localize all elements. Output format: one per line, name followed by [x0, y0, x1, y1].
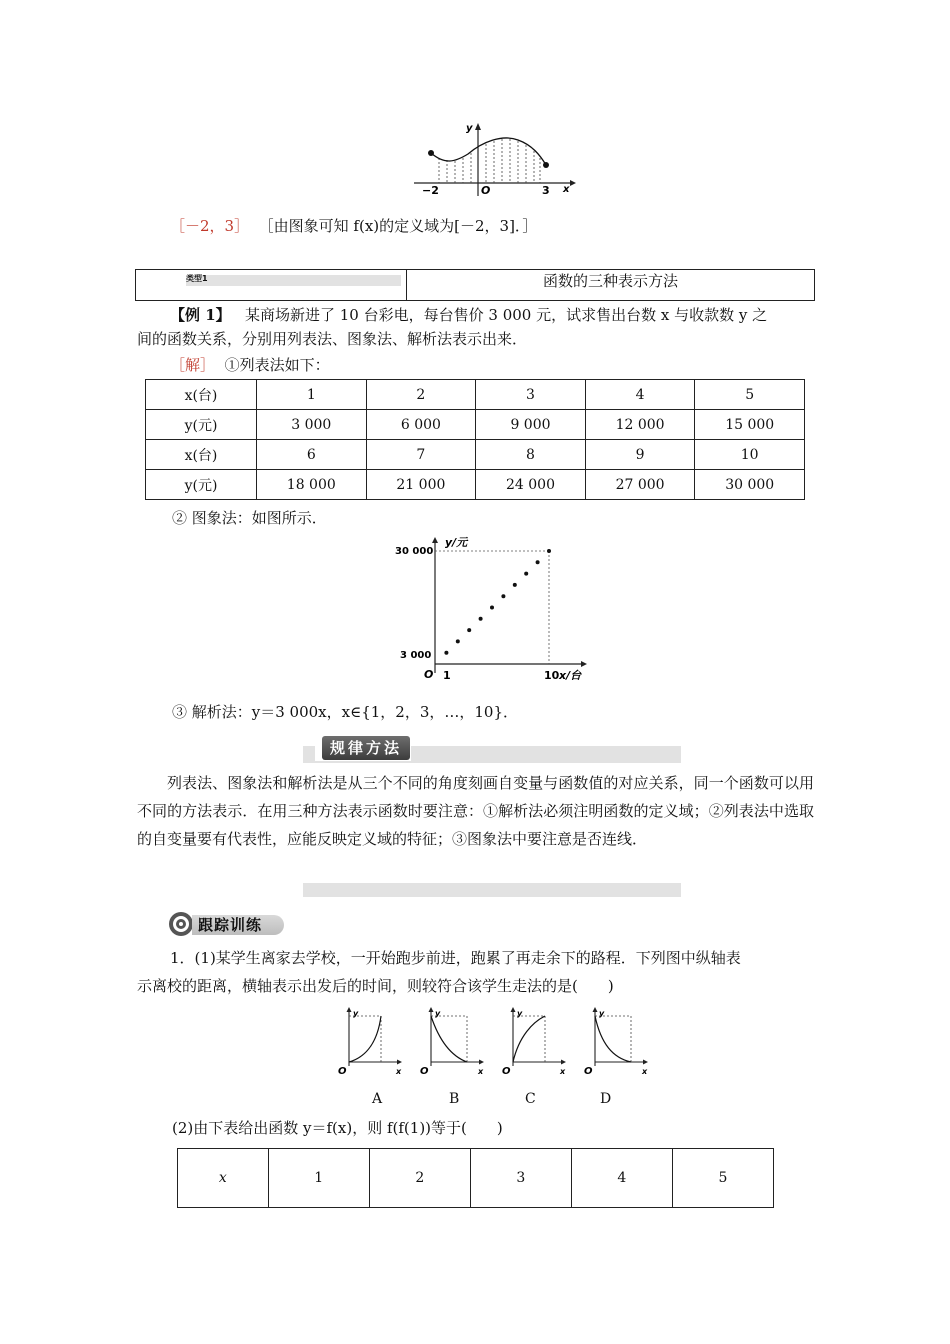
- fig1-y-label: y: [466, 123, 473, 134]
- table-cell: 9: [585, 440, 695, 470]
- table-cell: 8: [476, 440, 586, 470]
- option-x-label: x: [396, 1067, 402, 1076]
- data-point: [524, 572, 528, 576]
- table-cell: x(台): [146, 380, 257, 410]
- table-cell: 24 000: [476, 470, 586, 500]
- method-title: 规律方法: [322, 736, 410, 760]
- table-cell: 9 000: [476, 410, 586, 440]
- table-cell: y(元): [146, 410, 257, 440]
- table-cell: 2: [369, 1149, 470, 1208]
- xtick-right: 10: [544, 669, 560, 682]
- fig1-x-label: x: [563, 184, 570, 195]
- y-axis-label: y/元: [445, 536, 468, 549]
- data-table: [145, 379, 805, 500]
- option-x-label: x: [642, 1067, 648, 1076]
- x-axis-label: x/台: [559, 669, 582, 682]
- data-point: [490, 606, 494, 610]
- table-cell: 5: [672, 1149, 773, 1208]
- table-cell: y(元): [146, 470, 257, 500]
- data-point: [536, 560, 540, 564]
- option-origin: O: [420, 1066, 429, 1077]
- table-row: [178, 1149, 774, 1208]
- ytick-top: 30 000: [395, 546, 434, 557]
- table-cell: 18 000: [257, 470, 367, 500]
- option-y-label: y: [353, 1009, 359, 1018]
- table-cell: 15 000: [695, 410, 805, 440]
- table-cell: 6: [257, 440, 367, 470]
- table-cell: 3: [476, 380, 586, 410]
- target-icon: [168, 911, 194, 937]
- option-x-label: x: [560, 1067, 566, 1076]
- type-title: 函数的三种表示方法: [542, 272, 678, 290]
- scatter-chart: [395, 533, 595, 688]
- table-cell: 1: [257, 380, 367, 410]
- table-cell: 10: [695, 440, 805, 470]
- option-graphs: [335, 1006, 665, 1086]
- solution-step1: ①列表法如下：: [224, 356, 330, 374]
- graph-option-c: [499, 1006, 569, 1078]
- method-text: 列表法、图象法和解析法是从三个不同的角度刻画自变量与函数值的对应关系，同一个函数可以用不同的方法表示．在用三种方法表示函数时要注意：①解析法必须注明函数的定义域；②列表法中选取的自变量要有代表性，应能反映定义域的特征；③图象法中要注意是否连线．: [137, 774, 814, 848]
- data-point: [547, 549, 551, 553]
- fig1-xmax: 3: [542, 184, 550, 197]
- ytick-bottom: 3 000: [400, 650, 432, 661]
- domain-graph: [410, 120, 580, 200]
- table-cell: 3: [470, 1149, 571, 1208]
- option-y-label: y: [599, 1009, 605, 1018]
- data-point: [444, 651, 448, 655]
- table-cell: 4: [571, 1149, 672, 1208]
- table-cell: 6 000: [366, 410, 476, 440]
- q2-text: (2)由下表给出函数 y＝f(x)，则 f(f(1))等于( ): [172, 1119, 503, 1137]
- answer-line: [170, 215, 537, 236]
- table-cell: 7: [366, 440, 476, 470]
- table-cell: x(台): [146, 440, 257, 470]
- option-y-label: y: [517, 1009, 523, 1018]
- option-label-a: A: [372, 1091, 383, 1107]
- solution-step2: ② 图象法：如图所示．: [172, 509, 327, 527]
- data-point: [501, 594, 505, 598]
- q1-line2: 示离校的距离，横轴表示出发后的时间，则较符合该学生走法的是( ): [137, 977, 614, 995]
- option-label-b: B: [449, 1091, 460, 1107]
- table-cell: 2: [366, 380, 476, 410]
- data-point: [467, 628, 471, 632]
- example-text1: 某商场新进了 10 台彩电，每台售价 3 000 元，试求售出台数 x 与收款数 y 之: [244, 306, 768, 324]
- table-cell: 4: [585, 380, 695, 410]
- table-row: [146, 440, 805, 470]
- table-cell: 3 000: [257, 410, 367, 440]
- table-row: [146, 410, 805, 440]
- type-badge: 类型1: [186, 274, 208, 283]
- graph-option-d: [581, 1006, 651, 1078]
- function-table: [177, 1148, 774, 1208]
- graph-option-a: [335, 1006, 405, 1078]
- table-cell: 12 000: [585, 410, 695, 440]
- data-point: [479, 617, 483, 621]
- table-cell: 30 000: [695, 470, 805, 500]
- table-cell: x: [178, 1149, 269, 1208]
- training-title: 跟踪训练: [198, 916, 263, 934]
- fig1-xmin: −2: [422, 184, 439, 197]
- table-cell: 21 000: [366, 470, 476, 500]
- type-header: [135, 269, 815, 301]
- table-cell: 1: [268, 1149, 369, 1208]
- option-label-d: D: [600, 1091, 612, 1107]
- table-row: [146, 380, 805, 410]
- table-cell: 27 000: [585, 470, 695, 500]
- option-origin: O: [502, 1066, 511, 1077]
- graph-option-b: [417, 1006, 487, 1078]
- option-origin: O: [584, 1066, 593, 1077]
- solution-label: ［解］: [170, 356, 216, 374]
- q1-line1: 1．(1)某学生离家去学校，一开始跑步前进，跑累了再走余下的路程．下列图中纵轴表: [170, 949, 741, 967]
- example-text2: 间的函数关系，分别用列表法、图象法、解析法表示出来．: [137, 330, 528, 348]
- data-point: [456, 639, 460, 643]
- xtick-left: 1: [443, 669, 451, 682]
- method-end-band: [303, 883, 681, 897]
- solution-step3: ③ 解析法：y＝3 000x，x∈{1，2，3，…，10}．: [172, 703, 519, 721]
- solution-line: [170, 351, 330, 379]
- option-x-label: x: [478, 1067, 484, 1076]
- option-origin: O: [338, 1066, 347, 1077]
- table-row: [146, 470, 805, 500]
- example-label: 【例 1】: [170, 306, 231, 324]
- table-cell: 5: [695, 380, 805, 410]
- answer-interval: ［－2，3］: [170, 217, 250, 235]
- fig1-origin: O: [481, 184, 491, 197]
- chart-origin: O: [424, 668, 434, 681]
- option-y-label: y: [435, 1009, 441, 1018]
- answer-explanation: ［由图象可知 f(x)的定义域为[－2，3]．］: [258, 217, 538, 235]
- data-point: [513, 583, 517, 587]
- option-label-c: C: [525, 1091, 536, 1107]
